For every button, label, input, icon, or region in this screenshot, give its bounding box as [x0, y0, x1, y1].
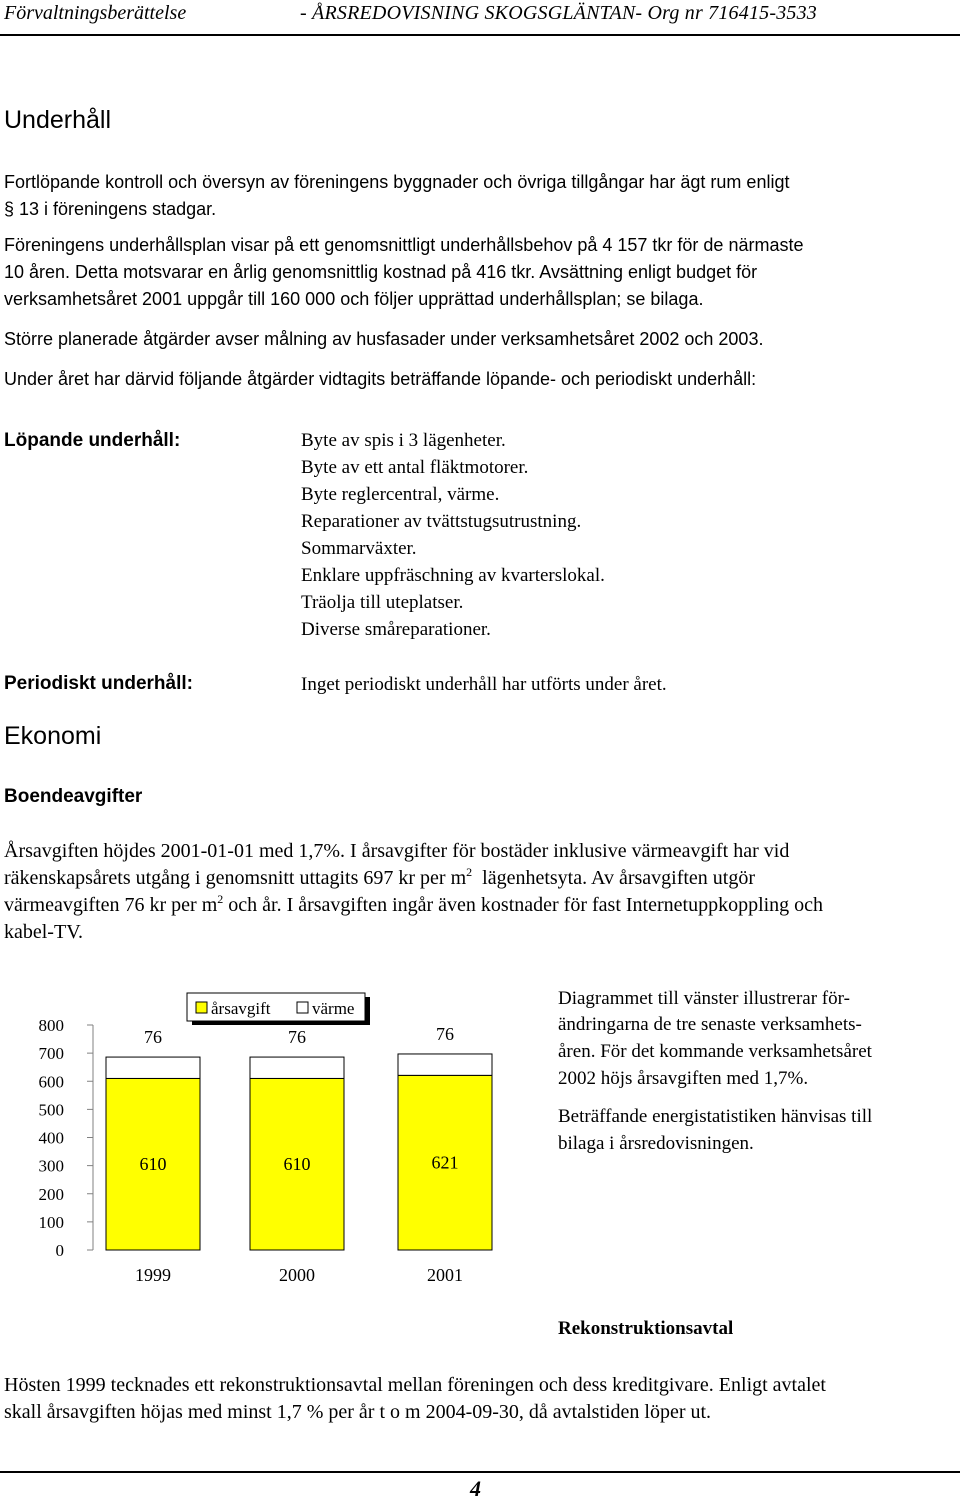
y-tick-label: 400 — [38, 1128, 64, 1148]
lopande-list-item: Byte av spis i 3 lägenheter. — [301, 430, 506, 451]
periodiskt-label: Periodiskt underhåll: — [4, 673, 193, 694]
y-tick-label: 600 — [38, 1072, 64, 1092]
lopande-list-item: Träolja till uteplatser. — [301, 592, 464, 613]
side-text-line: åren. För det kommande verksamhetsåret — [558, 1041, 872, 1062]
lopande-list-item: Byte av ett antal fläktmotorer. — [301, 457, 529, 478]
side-text-line: 2002 höjs årsavgiften med 1,7%. — [558, 1068, 809, 1089]
lopande-label: Löpande underhåll: — [4, 430, 181, 451]
paragraph-line: kabel-TV. — [4, 921, 84, 943]
superscript: 2 — [217, 892, 224, 906]
bar-varme — [398, 1054, 492, 1075]
side-text-line: Beträffande energistatistiken hänvisas till — [558, 1106, 873, 1127]
data-label-arsavgift: 610 — [139, 1154, 167, 1175]
text-span: lägenhetsyta. Av årsavgiften utgör — [472, 867, 756, 889]
header-left: Förvaltningsberättelse — [4, 2, 187, 24]
paragraph-line: § 13 i föreningens stadgar. — [4, 199, 217, 219]
paragraph-line: Årsavgiften höjdes 2001-01-01 med 1,7%. I årsavgifter för bostäder inklusive värmeavgift har vid — [4, 840, 790, 862]
legend-label-varme: värme — [312, 999, 355, 1018]
section-title-ekonomi: Ekonomi — [4, 722, 102, 750]
lopande-list-item: Sommarväxter. — [301, 538, 417, 559]
y-tick-label: 700 — [38, 1044, 64, 1064]
data-label-arsavgift: 621 — [431, 1152, 459, 1173]
data-label-varme: 76 — [436, 1023, 454, 1044]
text-span: räkenskapsårets utgång i genomsnitt uttagits 697 kr per m — [4, 867, 467, 889]
legend-swatch-varme — [297, 1002, 308, 1013]
superscript: 2 — [466, 865, 473, 879]
data-label-varme: 76 — [288, 1027, 306, 1048]
y-tick-label: 300 — [38, 1156, 64, 1176]
side-text-line: bilaga i årsredovisningen. — [558, 1133, 754, 1154]
page-number: 4 — [470, 1476, 481, 1501]
paragraph-line: 10 åren. Detta motsvarar en årlig genomsnittlig kostnad på 416 tkr. Avsättning enligt budget för — [4, 262, 758, 282]
header-rule — [0, 34, 960, 36]
legend-swatch-arsavgift — [196, 1002, 207, 1013]
y-tick-label: 200 — [38, 1184, 64, 1204]
paragraph-line — [4, 865, 755, 892]
lopande-list-item: Diverse småreparationer. — [301, 619, 491, 640]
paragraph-line: Fortlöpande kontroll och översyn av föreningens byggnader och övriga tillgångar har ägt rum enligt — [4, 172, 790, 192]
y-tick-label: 0 — [55, 1241, 64, 1260]
side-text-line: ändringarna de tre senaste verksamhets- — [558, 1014, 862, 1035]
bar-varme — [106, 1057, 200, 1078]
subsection-title-boendeavgifter: Boendeavgifter — [4, 786, 143, 807]
paragraph-line: Under året har därvid följande åtgärder vidtagits beträffande löpande- och periodiskt underhåll: — [4, 369, 757, 389]
x-tick-label: 1999 — [135, 1265, 171, 1285]
header-right: - ÅRSREDOVISNING SKOGSGLÄNTAN- Org nr 716415-3533 — [300, 2, 818, 24]
text-span: och år. I årsavgiften ingår även kostnader för fast Internetuppkoppling och — [223, 894, 824, 916]
y-tick-label: 500 — [38, 1100, 64, 1120]
data-label-arsavgift: 610 — [283, 1154, 311, 1175]
legend-label-arsavgift: årsavgift — [211, 999, 271, 1018]
x-tick-label: 2000 — [279, 1265, 315, 1285]
subsection-title-rekonstruktionsavtal: Rekonstruktionsavtal — [558, 1318, 734, 1339]
paragraph-line: skall årsavgiften höjas med minst 1,7 % per år t o m 2004-09-30, då avtalstiden löper ut. — [4, 1401, 712, 1423]
data-label-varme: 76 — [144, 1027, 162, 1048]
paragraph-line: verksamhetsåret 2001 uppgår till 160 000 och följer upprättad underhållsplan; se bilaga. — [4, 289, 704, 309]
annual-fee-chart — [0, 975, 540, 1295]
x-tick-label: 2001 — [427, 1265, 463, 1285]
paragraph-line: Hösten 1999 tecknades ett rekonstruktionsavtal mellan föreningen och dess kreditgivare. Enligt avtalet — [4, 1374, 826, 1396]
periodiskt-text: Inget periodiskt underhåll har utförts under året. — [301, 674, 667, 695]
paragraph-line — [4, 892, 823, 919]
lopande-list-item: Enklare uppfräschning av kvarterslokal. — [301, 565, 605, 586]
y-tick-label: 800 — [38, 1016, 64, 1035]
bar-varme — [250, 1057, 344, 1078]
lopande-list-item: Reparationer av tvättstugsutrustning. — [301, 511, 582, 532]
side-text-line: Diagrammet till vänster illustrerar för- — [558, 988, 850, 1009]
paragraph-line: Föreningens underhållsplan visar på ett genomsnittligt underhållsbehov på 4 157 tkr för de närmaste — [4, 235, 804, 255]
footer-rule — [0, 1471, 960, 1473]
text-span: värmeavgiften 76 kr per m — [4, 894, 218, 916]
lopande-list-item: Byte reglercentral, värme. — [301, 484, 500, 505]
paragraph-line: Större planerade åtgärder avser målning av husfasader under verksamhetsåret 2002 och 2003. — [4, 329, 764, 349]
section-title-underhall: Underhåll — [4, 106, 112, 134]
y-tick-label: 100 — [38, 1212, 64, 1232]
